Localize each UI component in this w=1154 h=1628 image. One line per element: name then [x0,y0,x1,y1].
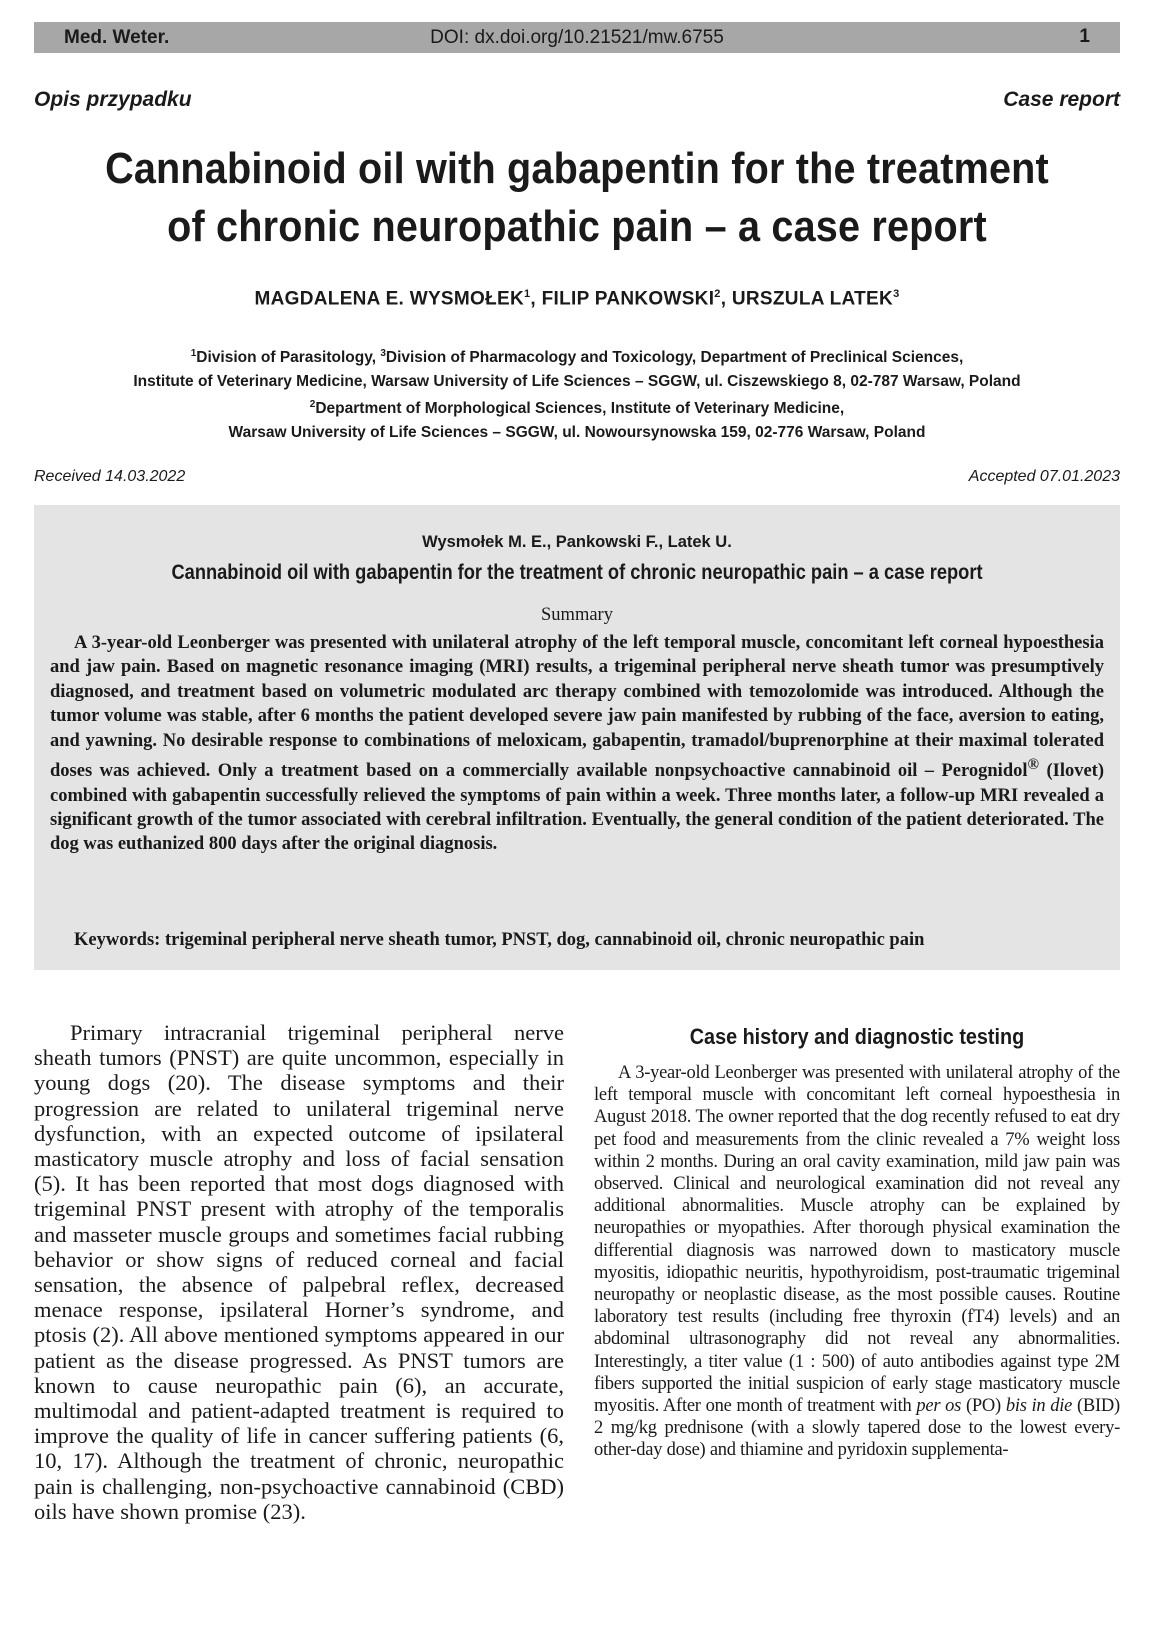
journal-header-bar [34,22,1120,53]
affiliation-text: Department of Morphological Sciences, Institute of Veterinary Medicine, [315,400,845,418]
section-label-polish: Opis przypadku [34,88,192,111]
paragraph-text: (BID) 2 mg/kg prednisone (with a slowly tapered dose to the lowest every-other-day dose) and thiamine and pyridoxin supplementa- [594,1396,1120,1461]
article-title [94,140,1061,256]
doi-text[interactable]: DOI: dx.doi.org/10.21521/mw.6755 [430,27,724,48]
page-number: 1 [1079,26,1090,47]
affiliation-mark: 3 [380,348,386,359]
affiliation-address: Warsaw University of Life Sciences – SGGW, ul. Nowoursynowska 159, 02-776 Warsaw, Poland [228,424,926,442]
author-name: FILIP PANKOWSKI [541,288,715,310]
affiliation-block-1 [0,342,1154,394]
author-name: MAGDALENA E. WYSMOŁEK [254,288,524,310]
title-line-2: of chronic neuropathic pain – a case report [167,202,987,251]
italic-term: bis in die [1005,1396,1073,1417]
abstract-text: (Ilovet) combined with gabapentin successfully relieved the symptoms of pain within a week. Three months later, a follow-up MRI revealed a significant growth of the tumor associated with cerebral infiltration. Eventually, the general condition of the patient deteriorated. The dog was euthanized 800 days after the original diagnosis. [50,761,1104,855]
author-affiliation-mark: 3 [893,288,900,300]
affiliation-mark: 2 [309,399,316,410]
affiliation-text: Division of Parasitology, [196,349,381,367]
paragraph-text: A 3-year-old Leonberger was presented with unilateral atrophy of the left temporal muscle with concomitant left corneal hypoesthesia in August 2018. The owner reported that the dog recently refused to eat dry pet food and measurements from the clinic revealed a 7% weight loss within 2 months. During an oral cavity examination, mild jaw pain was observed. Clinical and neurological examination did not reveal any additional abnormalities. Muscle atrophy can be explained by neuropathies or myopathies. After thorough physical examination the differential diagnosis was narrowed down to masticatory muscle myositis, idiopathic neuritis, hypothyroidism, post-traumatic trigeminal neuropathy or neoplastic disease, as the most possible causes. Routine laboratory test results (including free thyroxin (fT4) levels) and an abdominal ultrasonography did not reveal any abnormalities. Interestingly, a titer value (1 : 500) of auto antibodies against type 2M fibers supported the initial suspicion of early stage masticatory muscle myositis. After one month of treatment with [594,1063,1120,1417]
case-history-paragraph [594,1062,1120,1462]
journal-name: Med. Weter. [64,27,170,48]
title-line-1: Cannabinoid oil with gabapentin for the treatment [105,144,1049,193]
registered-mark: ® [1027,756,1040,774]
affiliation-text: Division of Pharmacology and Toxicology, Department of Preclinical Sciences, [385,349,964,367]
author-affiliation-mark: 1 [524,288,531,300]
accepted-date: Accepted 07.01.2023 [968,468,1120,485]
citation-authors: Wysmołek M. E., Pankowski F., Latek U. [422,533,732,551]
affiliation-address: Institute of Veterinary Medicine, Warsaw University of Life Sciences – SGGW, ul. Ciszewskiego 8, 02-787 Warsaw, Poland [133,373,1021,391]
paragraph-text: (PO) [961,1396,1006,1417]
summary-heading: Summary [541,605,613,625]
introduction-paragraph: Primary intracranial trigeminal peripheral nerve sheath tumors (PNST) are quite uncommon, especially in young dogs (20). The disease symptoms and their progression are related to unilateral trigeminal nerve dysfunction, with an expected outcome of ipsilateral masticatory muscle atrophy and loss of facial sensation (5). It has been reported that most dogs diagnosed with trigeminal PNST present with atrophy of the temporalis and masseter muscle groups and sometimes facial rubbing behavior or show signs of reduced corneal and facial sensation, the absence of palpebral reflex, decreased menace response, ipsilateral Horner’s syndrome, and ptosis (2). All above mentioned symptoms appeared in our patient as the disease progressed. As PNST tumors are known to cause neuropathic pain (6), an accurate, multimodal and patient-adapted treatment is required to improve the quality of life in cancer suffering patients (6, 10, 17). Although the treatment of chronic, neuropathic pain is challenging, non-psychoactive cannabinoid (CBD) oils have shown promise (23). [34,1020,564,1524]
author-name: URSZULA LATEK [731,288,894,310]
affiliation-mark: 1 [190,348,197,359]
section-label-english: Case report [1003,88,1120,111]
abstract-text: A 3-year-old Leonberger was presented with unilateral atrophy of the left temporal muscle, concomitant left corneal hypoesthesia and jaw pain. Based on magnetic resonance imaging (MRI) results, a trigeminal peripheral nerve sheath tumor was presumptively diagnosed, and treatment based on volumetric modulated arc therapy combined with temozolomide was introduced. Although the tumor volume was stable, after 6 months the patient developed severe jaw pain manifested by rubbing of the face, aversion to eating, and yawning. No desirable response to combinations of meloxicam, gabapentin, tramadol/buprenorphine at their maximal tolerated doses was achieved. Only a treatment based on a commercially available nonpsychoactive cannabinoid oil – Perognidol [50,633,1104,782]
case-history-heading: Case history and diagnostic testing [689,1024,1025,1049]
keywords: Keywords: trigeminal peripheral nerve sheath tumor, PNST, dog, cannabinoid oil, chronic neuropathic pain [74,930,925,950]
summary-abstract [50,631,1104,857]
citation-title: Cannabinoid oil with gabapentin for the treatment of chronic neuropathic pain – a case report [171,561,983,584]
received-date: Received 14.03.2022 [34,468,186,485]
author-list: MAGDALENA E. WYSMOŁEK$^1$, FILIP PANKOWSKI$^2$, URSZULA LATEK$^3$ [254,288,900,310]
affiliation-block-2 [0,393,1154,445]
summary-box [34,505,1120,970]
author-affiliation-mark: 2 [714,288,721,300]
italic-term: per os [916,1396,962,1417]
